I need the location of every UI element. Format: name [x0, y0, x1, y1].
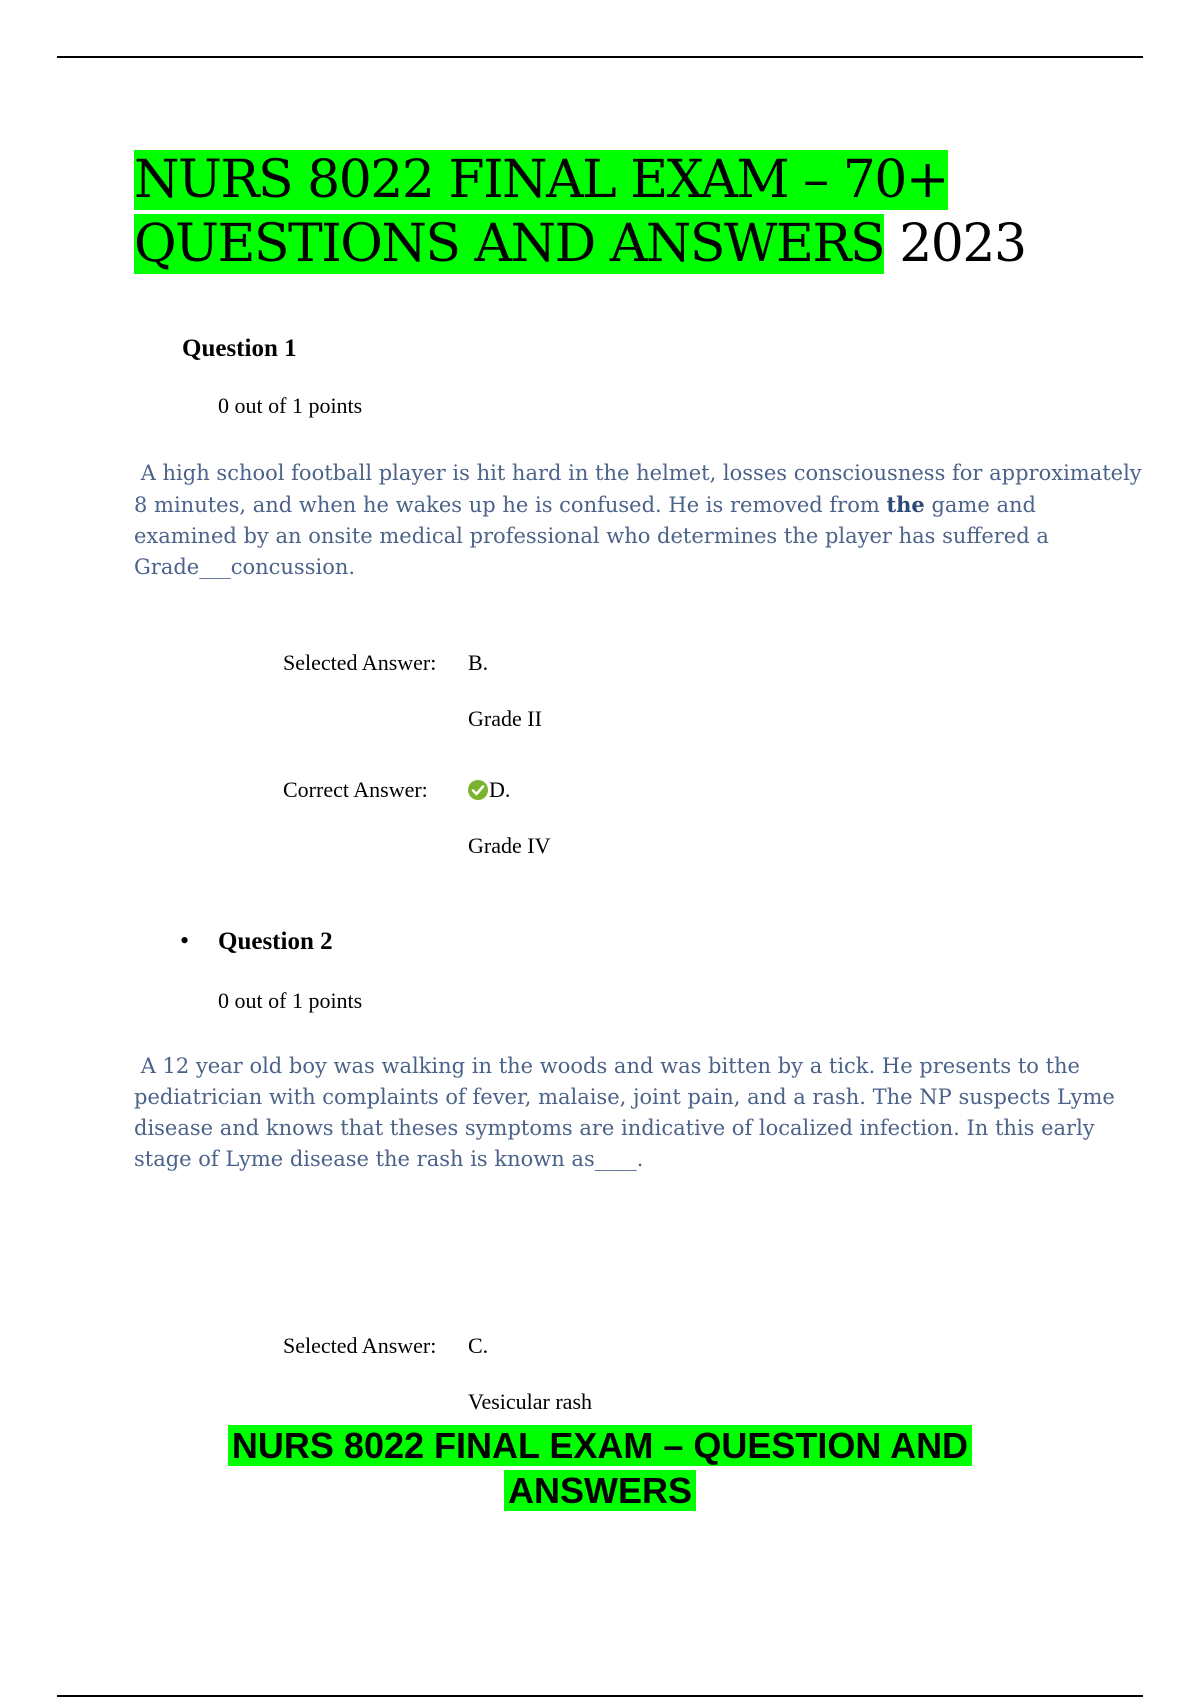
- question-1-correct-text: Grade IV: [468, 833, 551, 858]
- footer-title: [0, 1423, 1200, 1513]
- document-title: [134, 148, 1144, 276]
- question-1-text-main: A high school football player is hit hard in the helmet, losses consciousness for approximately 8 minutes, and when he wakes up he is confused. He is removed from: [134, 461, 1142, 517]
- question-1-correct-label: Correct Answer:: [283, 777, 428, 802]
- question-1-text-end: game and examined by an onsite medical professional who determines the player has suffered a Grade___concussion.: [134, 493, 1049, 579]
- footer-title-line-1: NURS 8022 FINAL EXAM – QUESTION AND: [228, 1425, 972, 1466]
- question-2-points: 0 out of 1 points: [218, 988, 363, 1013]
- question-1-heading: Question 1: [182, 335, 297, 362]
- question-2-selected-text: Vesicular rash: [468, 1389, 593, 1414]
- question-1-selected-text: Grade II: [468, 706, 542, 731]
- question-1-selected-letter: B.: [468, 650, 489, 675]
- title-highlighted: NURS 8022 FINAL EXAM – 70+ QUESTIONS AND ANSWERS: [134, 150, 948, 274]
- question-2-bullet: •: [180, 926, 190, 955]
- question-1-selected-label: Selected Answer:: [283, 650, 437, 675]
- title-year: 2023: [884, 214, 1026, 274]
- question-2-heading: Question 2: [218, 928, 333, 955]
- question-2-selected-letter: C.: [468, 1333, 489, 1358]
- bottom-rule: [57, 1695, 1143, 1697]
- question-1-points: 0 out of 1 points: [218, 393, 363, 418]
- check-icon: [468, 780, 488, 800]
- top-rule: [57, 56, 1143, 58]
- footer-title-line-2: ANSWERS: [504, 1470, 696, 1511]
- question-1-text: [134, 458, 1144, 583]
- question-1-correct-letter: D.: [489, 777, 511, 802]
- question-2-text: [134, 1051, 1144, 1175]
- question-1-text-bold: the: [886, 492, 925, 517]
- question-1-correct-answer: [468, 777, 510, 803]
- question-2-selected-label: Selected Answer:: [283, 1333, 437, 1358]
- question-2-text-body: A 12 year old boy was walking in the woods and was bitten by a tick. He presents to the pediatrician with complaints of fever, malaise, joint pain, and a rash. The NP suspects Lyme disease and knows that theses symptoms are indicative of localized infection. In this early stage of Lyme disease the rash is known as____.: [134, 1054, 1115, 1171]
